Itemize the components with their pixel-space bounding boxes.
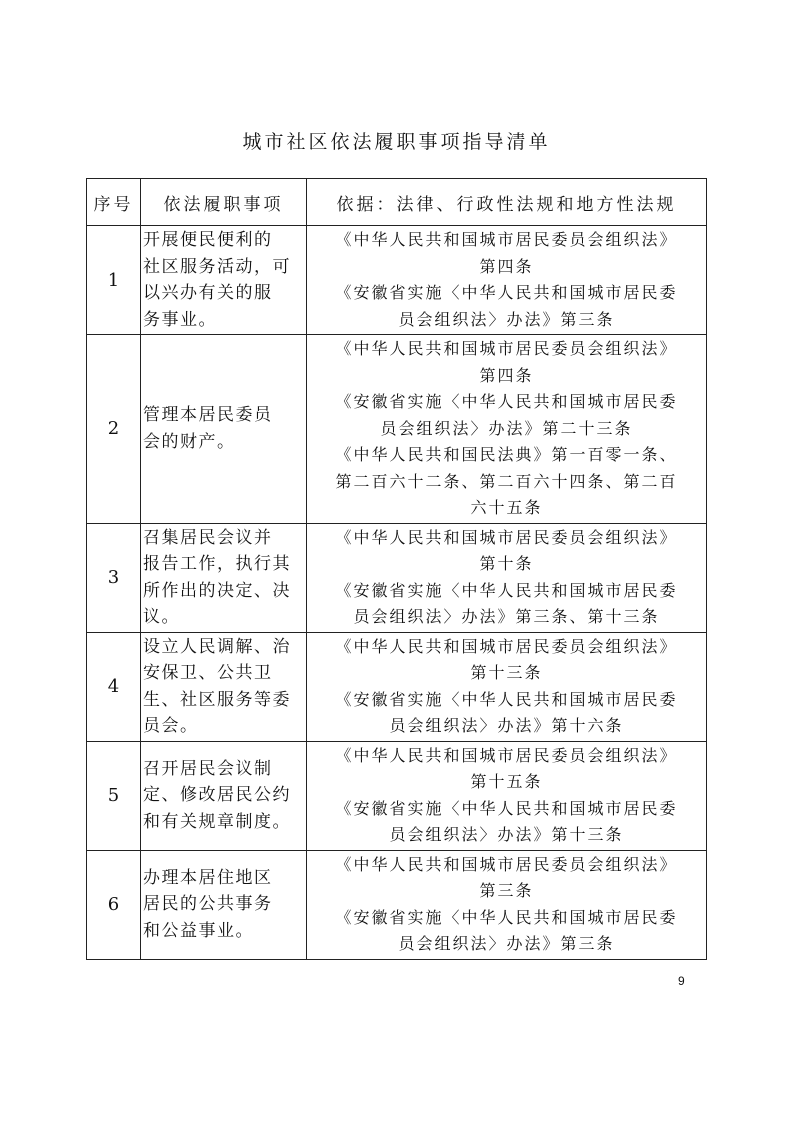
legal-basis-line: 《安徽省实施〈中华人民共和国城市居民委 [335, 283, 678, 302]
duty-item-line: 和有关规章制度。 [143, 811, 291, 832]
duty-item-line: 生、社区服务等委 [143, 689, 291, 710]
row-legal-basis [307, 335, 707, 524]
row-legal-basis [307, 850, 707, 959]
duty-item-line: 员会。 [143, 716, 199, 736]
row-serial-number: 6 [87, 850, 141, 959]
row-serial-number: 3 [87, 523, 141, 632]
legal-basis-line: 《中华人民共和国城市居民委员会组织法》 [335, 230, 678, 249]
table-row [87, 741, 707, 850]
table-row [87, 850, 707, 959]
duty-item-line: 召集居民会议并 [143, 527, 273, 548]
duty-item-line: 居民的公共事务 [143, 894, 273, 915]
legal-basis-line: 员会组织法〉办法》第十三条 [389, 825, 624, 844]
duty-list-table [86, 178, 707, 960]
duty-item-line: 开展便民便利的 [143, 230, 273, 250]
row-duty-item [141, 741, 307, 850]
legal-basis-line: 第四条 [479, 365, 534, 385]
legal-basis-line: 《中华人民共和国城市居民委员会组织法》 [335, 745, 678, 765]
row-duty-item [141, 523, 307, 632]
row-legal-basis [307, 632, 707, 741]
duty-item-line: 定、修改居民公约 [143, 785, 291, 806]
legal-basis-line: 《安徽省实施〈中华人民共和国城市居民委 [335, 798, 678, 818]
duty-item-line: 管理本居民委员 [143, 405, 273, 426]
legal-basis-line: 《中华人民共和国城市居民委员会组织法》 [335, 527, 678, 547]
table-header-row [87, 179, 707, 226]
table-row [87, 523, 707, 632]
duty-item-line: 报告工作，执行其 [143, 554, 291, 574]
row-legal-basis [307, 226, 707, 335]
legal-basis-line: 员会组织法〉办法》第二十三条 [380, 418, 633, 438]
duty-item-line: 所作出的决定、决 [143, 580, 291, 601]
legal-basis-line: 《安徽省实施〈中华人民共和国城市居民委 [335, 580, 678, 600]
duty-item-line: 召开居民会议制 [143, 758, 273, 779]
duty-item-line: 社区服务活动，可 [143, 256, 291, 277]
page-number: 9 [678, 974, 685, 988]
duty-item-line: 务事业。 [143, 309, 217, 330]
table-row [87, 335, 707, 524]
duty-item-line: 以兴办有关的服 [143, 283, 273, 303]
row-duty-item [141, 226, 307, 335]
legal-basis-line: 《中华人民共和国城市居民委员会组织法》 [335, 339, 678, 358]
legal-basis-line: 《安徽省实施〈中华人民共和国城市居民委 [335, 689, 678, 709]
legal-basis-line: 《安徽省实施〈中华人民共和国城市居民委 [335, 392, 678, 411]
duty-item-line: 议。 [143, 607, 180, 627]
table-row [87, 632, 707, 741]
duty-item-line: 办理本居住地区 [143, 867, 273, 888]
legal-basis-line: 员会组织法〉办法》第三条 [398, 934, 615, 953]
row-serial-number: 2 [87, 335, 141, 524]
legal-basis-line: 员会组织法〉办法》第十六条 [389, 716, 624, 735]
duty-item-line: 安保卫、公共卫 [143, 663, 273, 683]
row-duty-item [141, 632, 307, 741]
legal-basis-line: 员会组织法〉办法》第三条、第十三条 [353, 607, 660, 626]
row-serial-number: 5 [87, 741, 141, 850]
legal-basis-line: 第四条 [479, 256, 534, 276]
legal-basis-line: 《中华人民共和国城市居民委员会组织法》 [335, 854, 678, 874]
legal-basis-line: 员会组织法〉办法》第三条 [398, 309, 615, 329]
duty-item-line: 设立人民调解、治 [143, 636, 291, 657]
legal-basis-line: 第十条 [479, 554, 534, 573]
row-legal-basis [307, 523, 707, 632]
legal-basis-line: 《中华人民共和国城市居民委员会组织法》 [335, 636, 678, 656]
document-title: 城市社区依法履职事项指导清单 [242, 131, 551, 153]
legal-basis-line: 第三条 [479, 881, 534, 900]
row-legal-basis [307, 741, 707, 850]
header-serial-number: 序号 [87, 179, 141, 226]
legal-basis-line: 《安徽省实施〈中华人民共和国城市居民委 [335, 907, 678, 927]
duty-item-line: 会的财产。 [143, 431, 236, 452]
legal-basis-line: 六十五条 [470, 498, 543, 517]
row-duty-item [141, 850, 307, 959]
row-serial-number: 4 [87, 632, 141, 741]
legal-basis-line: 第十三条 [470, 663, 543, 682]
legal-basis-line: 《中华人民共和国民法典》第一百零一条、 [335, 445, 678, 464]
header-legal-basis: 依据：法律、行政性法规和地方性法规 [307, 179, 707, 226]
legal-basis-line: 第二百六十二条、第二百六十四条、第二百 [335, 471, 678, 491]
row-serial-number: 1 [87, 226, 141, 335]
legal-basis-line: 第十五条 [470, 772, 543, 791]
duty-item-line: 和公益事业。 [143, 920, 254, 941]
row-duty-item [141, 335, 307, 524]
table-row [87, 226, 707, 335]
header-duty-item: 依法履职事项 [141, 179, 307, 226]
